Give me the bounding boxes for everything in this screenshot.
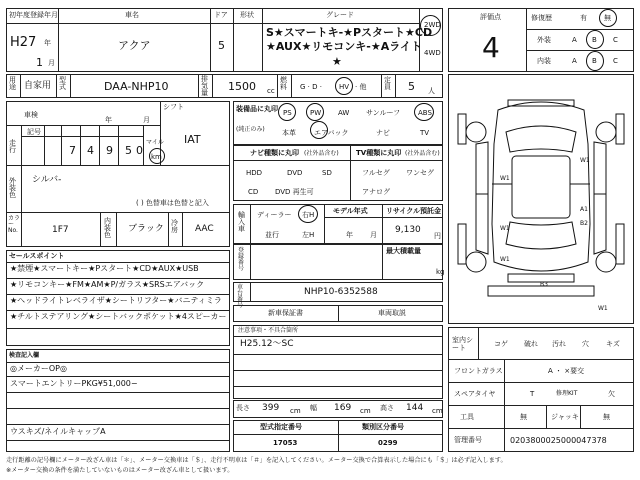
ac-value: AAC — [195, 224, 214, 234]
mileage-label: 走行 — [9, 139, 16, 154]
mileage-digit: 5 — [125, 144, 132, 157]
notes-label: 注意事項・不具合箇所 — [238, 327, 299, 334]
use-label: 用途 — [9, 76, 16, 91]
divider — [262, 8, 263, 72]
ext-c: C — [613, 36, 618, 44]
grade-line-1: S★スマートキ-★Pスタート★CD — [266, 26, 433, 39]
length-value: 399 — [262, 403, 280, 413]
equipment-label: 装備品に丸印 — [236, 105, 278, 113]
divider — [21, 165, 22, 212]
divider — [250, 282, 251, 302]
handle-right: 右H — [302, 211, 315, 219]
divider — [250, 204, 251, 244]
sales-line: ★リモコンキー★FM★AM★P/ガラス★SRSエアバック — [10, 280, 205, 289]
divider — [324, 217, 443, 218]
sales-line: ★ヘッドライトレベライザ★シートリフター★バニティミラ — [10, 296, 222, 305]
exterior-label: 外装 — [537, 36, 551, 44]
divider — [6, 294, 230, 295]
interior-color-value: ブラック — [128, 224, 164, 234]
divider — [250, 244, 251, 280]
load-label: 最大積載量 — [386, 247, 421, 255]
divider — [198, 74, 199, 98]
navi-label: ナビ種類に丸印 — [250, 149, 299, 157]
int-a: A — [572, 57, 577, 65]
divider — [56, 74, 57, 98]
divider — [448, 405, 634, 406]
length-label: 長さ — [236, 404, 250, 412]
warranty-manual: 車両取説 — [378, 309, 406, 317]
import-parallel: 並行 — [265, 231, 279, 239]
divider — [21, 212, 22, 247]
model-label: 車名 — [125, 11, 139, 19]
type-cert-value: 17053 — [273, 439, 298, 447]
divider — [143, 125, 144, 165]
diagram-label-w1: W1 — [598, 305, 608, 312]
divider — [395, 74, 396, 98]
fuel-options: G · D · — [300, 83, 322, 91]
inspector-label: 検査記入欄 — [9, 352, 40, 359]
repair-yes: 有 — [580, 14, 587, 22]
chassis-value: NHP10-6352588 — [304, 287, 378, 297]
divider — [210, 8, 211, 72]
sales-label: セールスポイント — [9, 252, 65, 260]
shift-value: IAT — [184, 133, 201, 146]
first-reg-year: H27 — [10, 35, 37, 50]
divider — [262, 23, 419, 24]
grade-line-2: ★AUX★リモコンキ-★Aライト — [266, 40, 422, 53]
divider — [233, 354, 443, 355]
divider — [338, 305, 339, 322]
divider — [118, 125, 119, 165]
sales-line: ★禁煙★スマートキー★Pスタート★CD★AUX★USB — [10, 264, 199, 273]
equip-aw: AW — [338, 109, 350, 117]
first-reg-month: 1 — [36, 56, 43, 69]
divider — [233, 8, 234, 72]
height-value: 144 — [406, 403, 424, 413]
ext-b: B — [592, 36, 597, 44]
divider — [448, 428, 634, 429]
color-value: シルバ- — [32, 175, 62, 185]
divider — [526, 29, 634, 30]
diagram-label-w1: W1 — [500, 256, 510, 263]
mgmt-label: 管理番号 — [454, 436, 482, 444]
disp-unit: cc — [267, 87, 275, 95]
spare-none: 欠 — [608, 390, 615, 398]
car-top-view — [492, 102, 590, 271]
sales-line: ★チルトステアリング★シートバックポケット★4スピーカー — [10, 312, 227, 321]
diagram-label-b2: B2 — [580, 220, 588, 227]
inspection-label: 車検 — [24, 111, 38, 119]
equip-tv: TV — [420, 129, 430, 137]
tv-oneseg: ワンセグ — [406, 169, 434, 177]
capacity-label: 定員 — [384, 76, 391, 91]
score-label: 評価点 — [480, 13, 501, 21]
divider — [6, 23, 262, 24]
load-unit: kg — [436, 268, 445, 276]
spare-t: T — [530, 390, 535, 398]
divider — [168, 212, 169, 247]
seat-item: 穴 — [582, 340, 589, 348]
recycle-value: 9,130 — [395, 225, 421, 235]
type-value: DAA-NHP10 — [104, 80, 169, 93]
divider — [478, 327, 479, 359]
model-name: アクア — [118, 39, 151, 52]
spec-row — [6, 74, 443, 98]
score-value: 4 — [482, 31, 500, 64]
color-code-label: カラー No. — [8, 215, 21, 234]
tv-label-sub: (社外品含む) — [405, 150, 440, 157]
tv-label: TV種類に丸印 — [356, 149, 402, 157]
year-suffix: 年 — [44, 39, 51, 47]
shape-label: 形状 — [240, 11, 254, 19]
spare-label: スペアタイヤ — [454, 390, 496, 398]
navi-hdd: HDD — [246, 169, 263, 177]
divider — [233, 160, 443, 161]
fuel-rest: · 他 — [355, 83, 367, 91]
seat-item: 汚れ — [552, 340, 566, 348]
divider — [21, 125, 22, 165]
divider — [6, 278, 230, 279]
class-cert-value: 0299 — [378, 439, 398, 447]
seat-label: 室内シート — [452, 336, 473, 353]
inspector-line-2: スマートエントリーPKG¥51,000− — [10, 379, 138, 388]
reg-no-label: 登録番号 — [238, 247, 245, 272]
mileage-digit: 4 — [87, 144, 94, 157]
capacity-value: 5 — [408, 80, 415, 93]
mgmt-value: 0203800025000047378 — [510, 436, 607, 445]
int-c: C — [613, 57, 618, 65]
divider — [212, 74, 213, 98]
model-year-month: 月 — [370, 231, 377, 239]
glass-label: フロントガラス — [454, 367, 503, 375]
jack-value: 無 — [603, 413, 610, 421]
tv-analog: アナログ — [362, 188, 390, 196]
repair-label: 修復歴 — [531, 14, 552, 22]
color-note: ( ) 色替車は色替と記入 — [136, 199, 209, 207]
doors-label: ドア — [214, 11, 228, 19]
width-unit: cm — [360, 407, 371, 415]
interior-color-label: 内装色 — [104, 217, 111, 239]
divider — [448, 382, 634, 383]
fuel-label: 燃料 — [280, 76, 287, 91]
mileage-digit: 9 — [106, 144, 113, 157]
navi-dvd-play: DVD 再生可 — [275, 188, 314, 196]
equip-navi: ナビ — [376, 129, 390, 137]
jack-label: ジャッキ — [551, 413, 579, 421]
ext-a: A — [572, 36, 577, 44]
diagram-label-w1: W1 — [500, 225, 510, 232]
divider — [116, 212, 117, 247]
inspection-year: 年 — [105, 116, 112, 124]
equip-abs: ABS — [418, 109, 432, 117]
equip-pw: PW — [310, 109, 322, 117]
width-label: 幅 — [310, 404, 317, 412]
divider — [58, 8, 59, 72]
repair-no: 無 — [604, 14, 611, 22]
divider — [44, 125, 45, 165]
navi-cd: CD — [248, 188, 259, 196]
diagram-label-a1: A1 — [580, 206, 588, 213]
divider — [233, 370, 443, 371]
divider — [99, 125, 100, 165]
divider — [6, 125, 160, 126]
tools-value: 無 — [520, 413, 527, 421]
inspection-month: 月 — [143, 116, 150, 124]
footer-line-1: 走行距離の記号欄にメーター改ざん車は「＊」、メーター交換車は「＄」、走行不明車は「＃」を記入してください。メーター交換で合算表示した場合にも「＄」は必ず記入します。 — [6, 457, 507, 464]
divider — [6, 362, 230, 363]
divider — [580, 405, 581, 428]
divider — [182, 212, 183, 247]
divider — [382, 244, 383, 280]
color-label: 外装色 — [9, 177, 16, 199]
footer-line-2: ※メーター交換の条件を満たしていないものはメーター改ざん車として扱います。 — [6, 467, 234, 474]
divider — [448, 359, 634, 360]
divider — [6, 212, 230, 213]
divider — [233, 386, 443, 387]
doors-value: 5 — [218, 39, 225, 52]
divider — [233, 434, 443, 435]
navi-sd: SD — [322, 169, 332, 177]
divider — [80, 125, 81, 165]
tv-fullseg: フルセグ — [362, 169, 390, 177]
divider — [277, 74, 278, 98]
drive-4wd: 4WD — [424, 49, 441, 57]
height-unit: cm — [432, 407, 443, 415]
divider — [100, 212, 101, 247]
drive-2wd: 2WD — [424, 21, 441, 29]
seat-item: コゲ — [494, 340, 508, 348]
grade-line-3: ★ — [332, 55, 342, 68]
shift-label: シフト — [163, 103, 184, 111]
divider — [70, 74, 71, 98]
navi-dvd: DVD — [287, 169, 303, 177]
diagram-label-w1: W1 — [500, 175, 510, 182]
equip-leather: 本革 — [282, 129, 296, 137]
ac-label: 冷房 — [171, 219, 178, 234]
divider — [6, 408, 230, 409]
divider — [504, 359, 505, 452]
inspector-line-1: ◎メーカーOP◎ — [10, 364, 67, 373]
divider — [6, 310, 230, 311]
glass-value: A ・ ×要交 — [548, 367, 585, 375]
equip-ps: PS — [283, 109, 292, 117]
warranty-new: 新車保証書 — [268, 309, 303, 317]
divider — [21, 136, 143, 137]
equipment-sub: (純正のみ) — [236, 126, 265, 133]
disp-value: 1500 — [228, 80, 256, 93]
seat-item: 破れ — [524, 340, 538, 348]
length-unit: cm — [290, 407, 301, 415]
month-suffix: 月 — [48, 59, 55, 67]
divider — [6, 165, 230, 166]
divider — [6, 424, 230, 425]
chassis-label: 車台番号 — [237, 284, 244, 309]
recycle-unit: 円 — [434, 232, 441, 240]
divider — [350, 145, 351, 201]
divider — [6, 440, 230, 441]
spare-kit: 修理KIT — [556, 390, 578, 397]
height-label: 高さ — [380, 404, 394, 412]
divider — [233, 336, 443, 337]
divider — [526, 8, 527, 72]
type-label: 型式 — [59, 76, 66, 91]
type-cert-label: 型式指定番号 — [260, 423, 302, 431]
divider — [546, 405, 547, 428]
import-label: 輸入車 — [238, 211, 245, 233]
mile-unit: マイル — [146, 139, 164, 146]
int-b: B — [592, 57, 597, 65]
divider — [6, 376, 230, 377]
divider — [6, 262, 230, 263]
divider — [6, 328, 230, 329]
class-cert-label: 類別区分番号 — [362, 423, 404, 431]
mileage-digit: 0 — [136, 144, 143, 157]
import-dealer: ディーラー — [257, 211, 292, 219]
handle-left: 左H — [302, 231, 315, 239]
equip-airbag: エアバック — [314, 129, 349, 137]
divider — [526, 50, 634, 51]
notes-line-1: H25.12〜SC — [240, 339, 294, 349]
mileage-note-label: 記号 — [27, 128, 41, 136]
inspector-line-3: ウスキズ/ネイルキャップA — [10, 427, 106, 436]
divider — [338, 420, 339, 452]
km-unit: km — [151, 153, 162, 161]
divider — [381, 74, 382, 98]
width-value: 169 — [334, 403, 352, 413]
interior-label: 内装 — [537, 57, 551, 65]
divider — [6, 392, 230, 393]
diagram-label-w1: W1 — [580, 157, 590, 164]
divider — [382, 204, 383, 244]
fuel-hv: HV — [339, 83, 350, 91]
navi-label-sub: (社外品含む) — [304, 150, 339, 157]
mileage-digit: 7 — [69, 144, 76, 157]
color-code-value: 1F7 — [52, 225, 69, 235]
divider — [20, 74, 21, 98]
seat-item: キズ — [606, 340, 620, 348]
recycle-label: リサイクル預託金 — [386, 207, 442, 215]
disp-label: 排気量 — [201, 75, 208, 97]
divider — [324, 204, 325, 244]
diagram-label-b3: B3 — [540, 281, 548, 288]
grade-label: グレード — [326, 11, 354, 19]
use-value: 自家用 — [24, 81, 52, 91]
first-reg-label: 初年度登録年月 — [9, 11, 58, 19]
tools-label: 工具 — [460, 413, 474, 421]
model-year-label: モデル年式 — [333, 207, 368, 215]
divider — [61, 125, 62, 165]
divider — [291, 74, 292, 98]
equip-sunroof: サンルーフ — [366, 109, 401, 117]
model-year-year: 年 — [346, 231, 353, 239]
capacity-unit: 人 — [428, 87, 435, 95]
